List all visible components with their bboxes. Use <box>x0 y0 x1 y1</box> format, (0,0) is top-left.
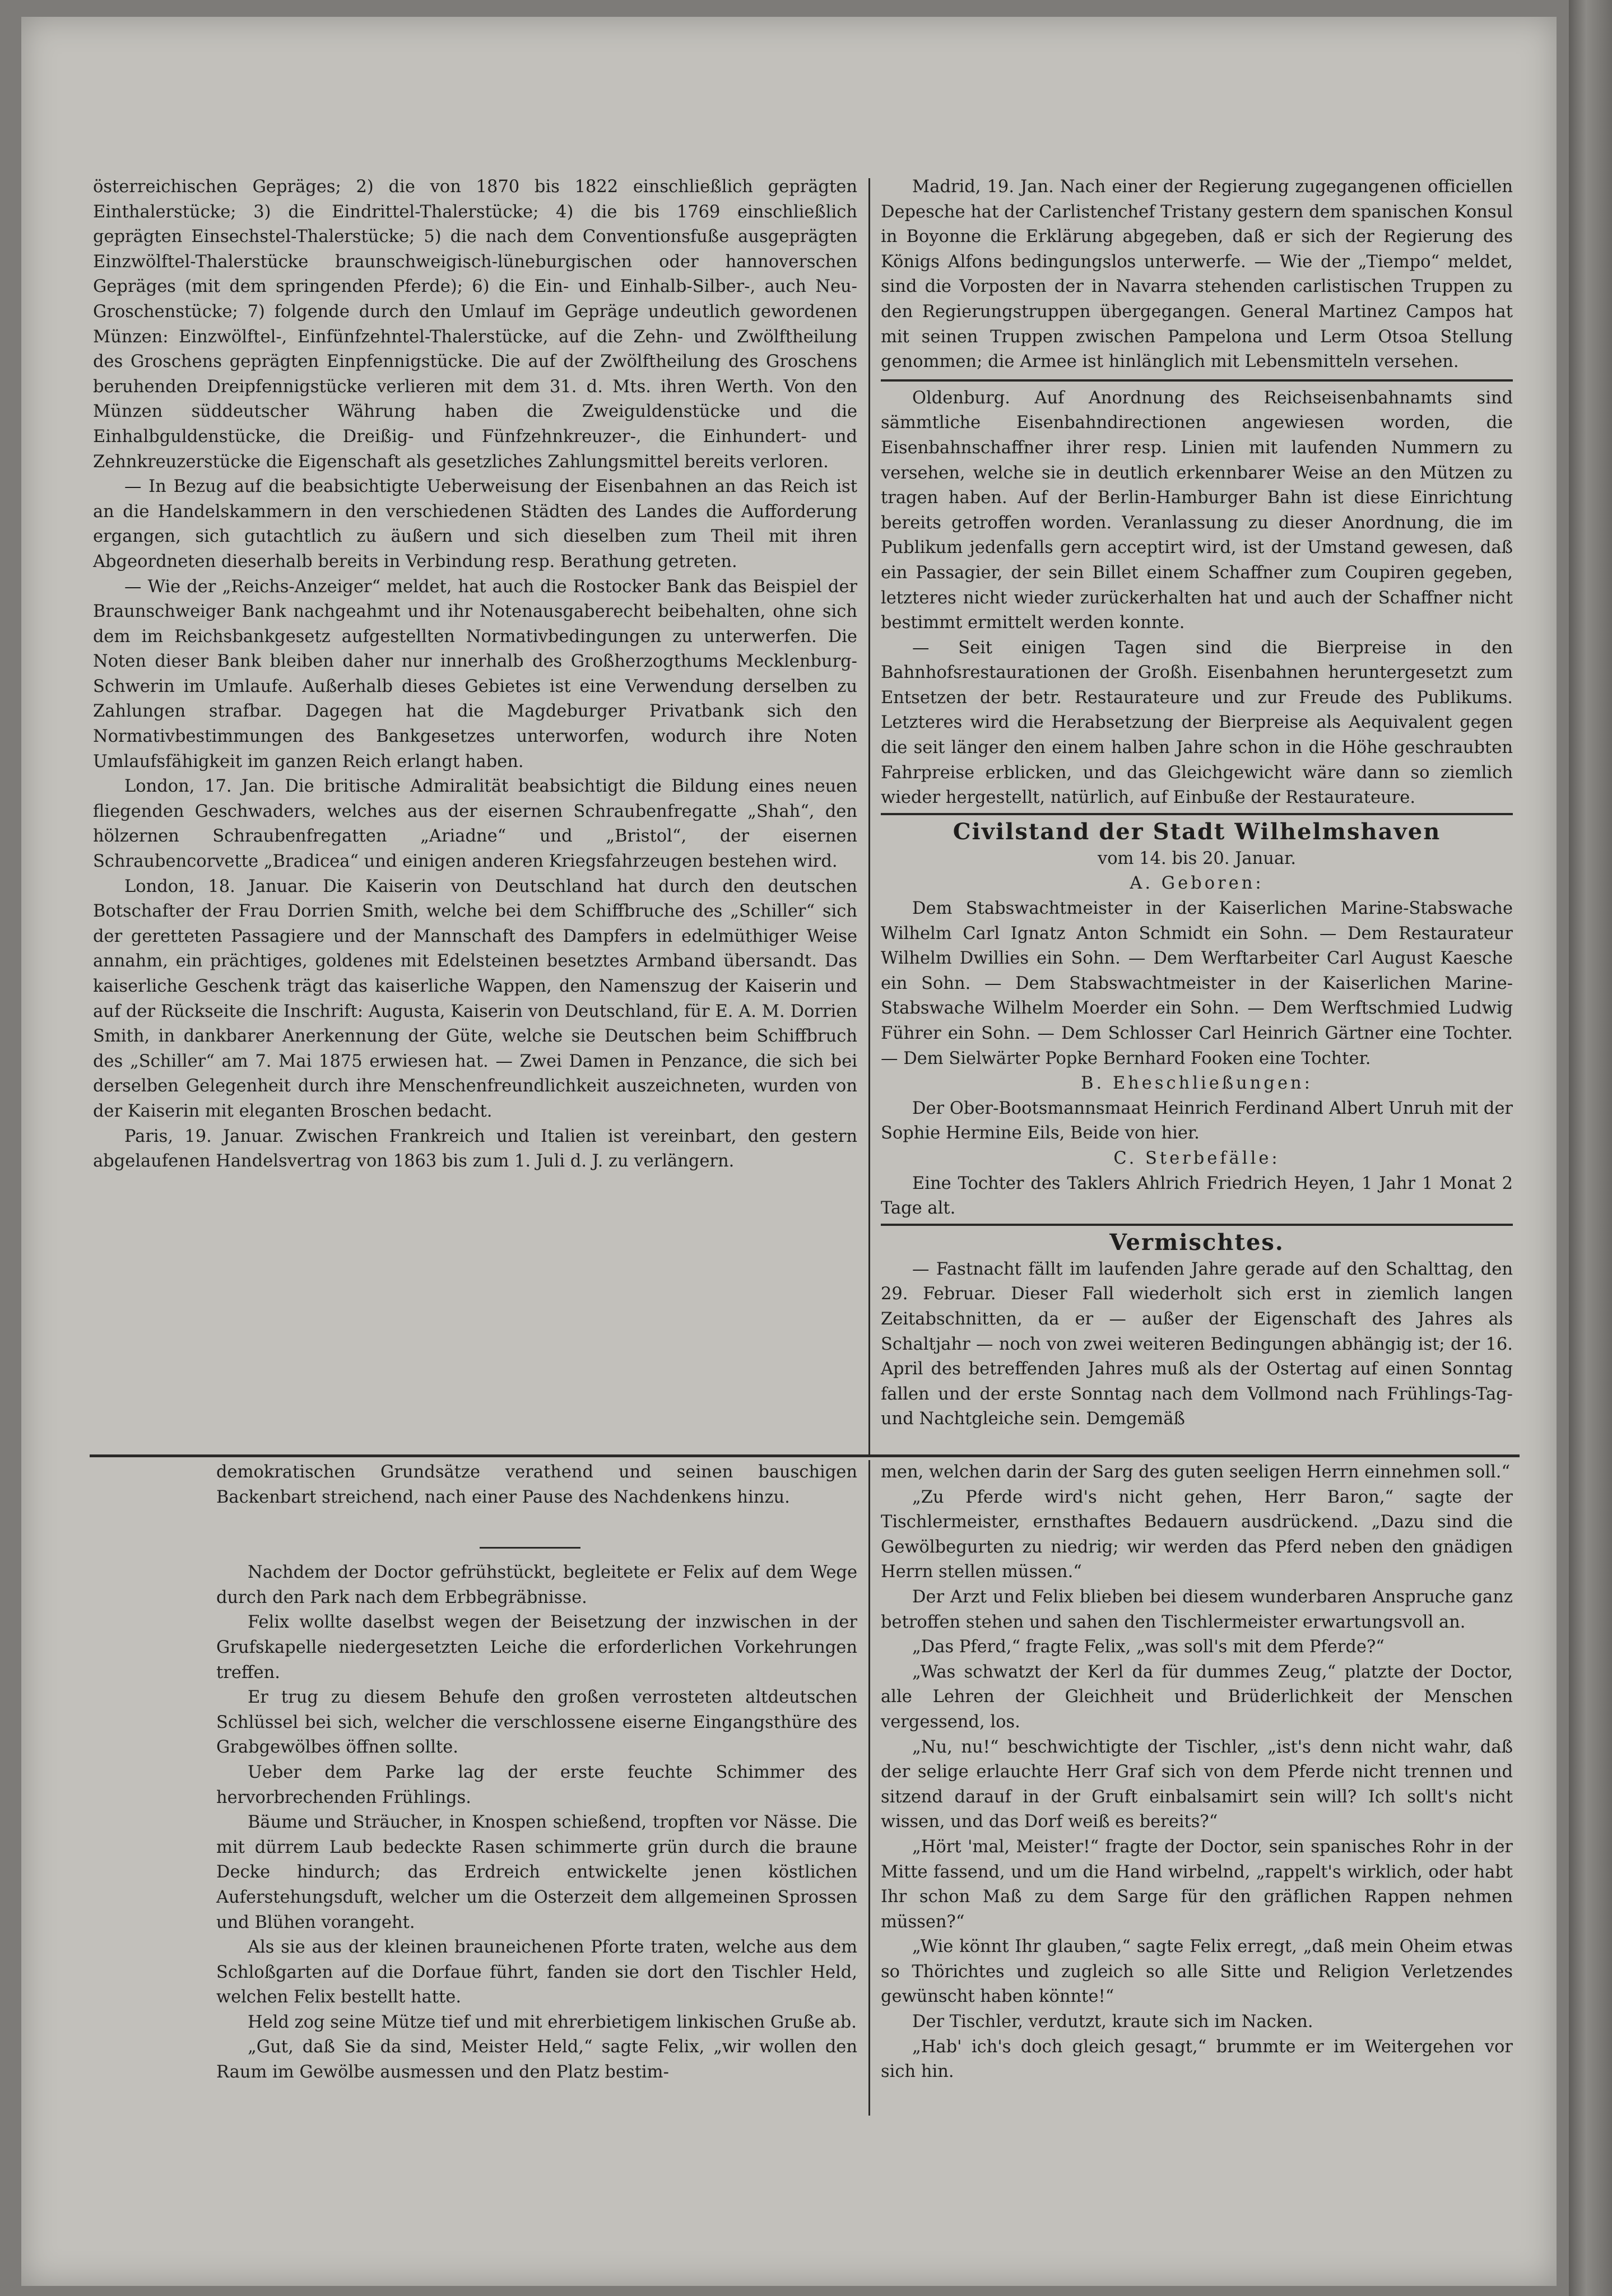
paragraph: London, 17. Jan. Die britische Admiralität beabsichtigt die Bildung eines neuen fliegenden Geschwaders, welches aus der eisernen Schraubenfregatte „Shah“, den hölzernen Schraubenfregatten „Ariadne“ und „Bristol“, der eisernen Schraubencorvette „Bradicea“ und einigen anderen Kriegsfahrzeugen bestehen wird. <box>93 777 857 872</box>
paragraph: „Wie könnt Ihr glauben,“ sagte Felix erregt, „daß mein Oheim etwas so Thörichtes und zugleich so alle Sitte und Religion Verletzendes gewünscht haben könnte!“ <box>881 1937 1513 2007</box>
paragraph: österreichischen Gepräges; 2) die von 1870 bis 1822 einschließlich geprägten Einthalerstücke; 3) die Eindrittel-Thalerstücke; 4) die bis 1769 einschließlich geprägten Einsechstel-Thalerstücke; 5) die nach dem Conventionsfuße ausgeprägten Einzwölftel-Thalerstücke braunschweigisch-lüneburgischen oder hannoverschen Gepräges (mit dem springenden Pferde); 6) die Ein- und Einhalb-Silber-, auch Neu-Groschenstücke; 7) folgende durch den Umlauf im Gepräge undeutlich gewordenen Münzen: Einzwölftel-, Einfünfzehntel-Thalerstücke, auf die Zehn- und Zwölftheilung des Groschens geprägten Einpfennigstücke. Die auf der Zwölftheilung des Groschens beruhenden Dreipfennigstücke verlieren mit dem 31. d. Mts. ihren Werth. Von den Münzen süddeutscher Währung haben die Zweiguldenstücke und die Einhalbguldenstücke, die Dreißig- und Fünfzehnkreuzer-, die Einhundert- und Zehnkreuzerstücke die Eigenschaft als gesetzliches Zahlungsmittel bereits verloren. <box>93 177 857 472</box>
short-divider <box>480 1547 580 1549</box>
paragraph: demokratischen Grundsätze verathend und seinen bauschigen Backenbart streichend, nach einer Pause des Nachdenkens hinzu. <box>216 1462 857 1507</box>
divider-space <box>216 1510 857 1560</box>
section-rule <box>881 813 1513 815</box>
born-list: Dem Stabswachtmeister in der Kaiserlichen Marine-Stabswache Wilhelm Carl Ignatz Anton Schmidt ein Sohn. — Dem Restaurateur Wilhelm Dwillies ein Sohn. — Dem Werftarbeiter Carl August Kaesche ein Sohn. — Dem Stabswachtmeister in der Kaiserlichen Marine-Stabswache Wilhelm Moerder ein Sohn. — Dem Werftschmied Ludwig Führer ein Sohn. — Dem Schlosser Carl Heinrich Gärtner eine Tochter. — Dem Sielwärter Popke Bernhard Fooken eine Tochter. <box>881 899 1513 1068</box>
section-rule <box>881 1224 1513 1226</box>
paragraph: „Was schwatzt der Kerl da für dummes Zeug,“ platzte der Doctor, alle Lehren der Gleichheit und Brüderlichkeit der Menschen vergessend, los. <box>881 1662 1513 1732</box>
section-rule <box>881 376 1513 382</box>
paragraph: „Zu Pferde wird's nicht gehen, Herr Baron,“ sagte der Tischlermeister, ernsthaftes Bedauern ausdrückend. „Dazu sind die Gewölbegurten zu niedrig; wir werden das Pferd neben den gnädigen Herrn stellen müssen.“ <box>881 1487 1513 1582</box>
paragraph: Held zog seine Mütze tief und mit ehrerbietigem linkischen Gruße ab. <box>248 2012 857 2032</box>
paragraph: „Hab' ich's doch gleich gesagt,“ brummte er im Weitergehen vor sich hin. <box>881 2037 1513 2082</box>
civilstand-title: Civilstand der Stadt Wilhelmshaven <box>953 818 1441 845</box>
feuilleton-rule <box>90 1454 1520 1457</box>
paragraph-madrid: Madrid, 19. Jan. Nach einer der Regierung zugegangenen officiellen Depesche hat der Carlistenchef Tristany gestern dem spanischen Konsul in Boyonne die Erklärung abgegeben, daß er sich der Regierung des Königs Alfons bedingungslos unterwerfe. — Wie der „Tiempo“ meldet, sind die Vorposten der in Navarra stehenden carlistischen Truppen zu den Regierungstruppen übergegangen. General Martinez Campos hat mit seinen Truppen zwischen Pampelona und Lerm Otsoa Stellung genommen; die Armee ist hinlänglich mit Lebensmitteln versehen. <box>881 177 1513 372</box>
paragraph: — In Bezug auf die beabsichtigte Ueberweisung der Eisenbahnen an das Reich ist an die Handelskammern in den verschiedenen Städten des Landes die Aufforderung ergangen, sich gutachtlich zu äußern und sich dieselben zum Theil mit ihren Abgeordneten dieserhalb bereits in Verbindung resp. Berathung getreten. <box>93 477 857 571</box>
paragraph: „Gut, daß Sie da sind, Meister Held,“ sagte Felix, „wir wollen den Raum im Gewölbe ausmessen und den Platz bestim- <box>216 2037 857 2083</box>
married-heading: B. Eheschließungen: <box>1081 1073 1313 1094</box>
paragraph: Der Tischler, verdutzt, kraute sich im Nacken. <box>912 2012 1313 2032</box>
paragraph: Er trug zu diesem Behufe den großen verrosteten altdeutschen Schlüssel bei sich, welcher die verschlossene eiserne Eingangsthüre des Grabgewölbes öffnen sollte. <box>216 1688 857 1758</box>
top-right-column <box>881 175 1513 1432</box>
paragraph-vermischtes: — Fastnacht fällt im laufenden Jahre gerade auf den Schalttag, den 29. Februar. Dieser Fall wiederholt sich erst in ziemlich langen Zeitabschnitten, da er — außer der Eigenschaft des Jahres als Schaltjahr — noch von zwei weiteren Bedingungen abhängig ist; der 16. April des betreffenden Jahres muß als der Ostertag auf einen Sonntag fallen und der erste Sonntag nach dem Vollmond nach Frühlings-Tag- und Nachtgleiche sein. Demgemäß <box>881 1259 1513 1429</box>
paragraph: Felix wollte daselbst wegen der Beisetzung der inzwischen in der Grufskapelle niedergesetzten Leiche die erforderlichen Vorkehrungen treffen. <box>216 1612 857 1683</box>
page-edge <box>1569 0 1612 2296</box>
paragraph: Paris, 19. Januar. Zwischen Frankreich und Italien ist vereinbart, den gestern abgelaufenen Handelsvertrag von 1863 bis zum 1. Juli d. J. zu verlängern. <box>93 1126 857 1172</box>
died-list: Eine Tochter des Taklers Ahlrich Friedrich Heyen, 1 Jahr 1 Monat 2 Tage alt. <box>881 1173 1513 1219</box>
bottom-right-column <box>881 1460 1513 2085</box>
died-heading: C. Sterbefälle: <box>1113 1148 1280 1168</box>
paragraph: — Seit einigen Tagen sind die Bierpreise in den Bahnhofsrestaurationen der Großh. Eisenbahnen heruntergesetzt zum Entsetzen der betr. Restaurateure und zur Freude des Publikums. Letzteres wird die Herabsetzung der Bierpreise als Aequivalent gegen die seit länger den einem halben Jahre schon in die Höhe geschraubten Fahrpreise erblicken, und das Gleichgewicht wäre dann so ziemlich wieder hergestellt, natürlich, auf Einbuße der Restaurateure. <box>881 638 1513 808</box>
paragraph-oldenburg: Oldenburg. Auf Anordnung des Reichseisenbahnamts sind sämmtliche Eisenbahndirectionen angewiesen worden, die Eisenbahnschaffner ihrer resp. Linien mit laufenden Nummern zu versehen, welche sie in deutlich erkennbarer Weise an den Mützen zu tragen haben. Auf der Berlin-Hamburger Bahn ist diese Einrichtung bereits getroffen worden. Veranlassung zu dieser Anordnung, die im Publikum jedenfalls gern acceptirt wird, ist der Umstand gewesen, daß ein Passagier, der sein Billet einem Schaffner zum Coupiren gegeben, letzteres nicht wieder zurückerhalten hat und auch der Schaffner nicht bestimmt ermittelt werden konnte. <box>881 388 1513 633</box>
born-heading: A. Geboren: <box>1130 873 1264 894</box>
paragraph: London, 18. Januar. Die Kaiserin von Deutschland hat durch den deutschen Botschafter der Frau Dorrien Smith, welche bei dem Schiffbruche des „Schiller“ sich der geretteten Passagiere und der Mannschaft des Dampfers in edelmüthiger Weise annahm, ein prächtiges, goldenes mit Edelsteinen besetztes Armband übersandt. Das kaiserliche Geschenk trägt das kaiserliche Wappen, den Namenszug der Kaiserin und auf der Rückseite die Inschrift: Augusta, Kaiserin von Deutschland, für E. A. M. Dorrien Smith, in dankbarer Anerkennung der Güte, welche sie Deutschen beim Schiffbruch des „Schiller“ am 7. Mai 1875 erwiesen hat. — Zwei Damen in Penzance, die sich bei derselben Gelegenheit durch ihre Menschenfreundlichkeit auszeichneten, wurden von der Kaiserin mit eleganten Broschen bedacht. <box>93 876 857 1121</box>
paragraph: „Nu, nu!“ beschwichtigte der Tischler, „ist's denn nicht wahr, daß der selige erlauchte Herr Graf sich von dem Pferde nicht trennen und sitzend darauf in der Gruft einbalsamirt sein will? Ich sollt's nicht wissen, und das Dorf weiß es bereits?“ <box>881 1737 1513 1832</box>
paragraph: Der Arzt und Felix blieben bei diesem wunderbaren Anspruche ganz betroffen stehen und sahen den Tischlermeister erwartungsvoll an. <box>881 1587 1513 1632</box>
civilstand-dates: vom 14. bis 20. Januar. <box>1097 848 1297 868</box>
bottom-left-column <box>216 1460 857 2085</box>
paragraph: Ueber dem Parke lag der erste feuchte Schimmer des hervorbrechenden Frühlings. <box>216 1762 857 1807</box>
top-left-column <box>93 175 857 1174</box>
paragraph: men, welchen darin der Sarg des guten seeligen Herrn einnehmen soll.“ <box>881 1462 1511 1482</box>
vermischtes-title: Vermischtes. <box>1109 1229 1284 1256</box>
paragraph: Als sie aus der kleinen brauneichenen Pforte traten, welche aus dem Schloßgarten auf die Dorfaue führt, fanden sie dort den Tischler Held, welchen Felix bestellt hatte. <box>216 1937 857 2007</box>
married-list: Der Ober-Bootsmannsmaat Heinrich Ferdinand Albert Unruh mit der Sophie Hermine Eils, Beide von hier. <box>881 1098 1513 1144</box>
paragraph: — Wie der „Reichs-Anzeiger“ meldet, hat auch die Rostocker Bank das Beispiel der Braunschweiger Bank nachgeahmt und ihr Notenausgaberecht beibehalten, ohne sich dem im Reichsbankgesetz aufgestellten Normativbedingungen zu unterwerfen. Die Noten dieser Bank bleiben daher nur innerhalb des Großherzogthums Mecklenburg-Schwerin im Umlaufe. Außerhalb dieses Gebietes ist eine Verwendung derselben zu Zahlungen strafbar. Dagegen hat die Magdeburger Privatbank sich den Normativbestimmungen des Bankgesetzes unterworfen, wodurch ihre Noten Umlaufsfähigkeit im ganzen Reich erlangt haben. <box>93 577 857 771</box>
column-rule <box>868 178 870 1454</box>
column-rule <box>868 1460 870 2116</box>
paragraph: Nachdem der Doctor gefrühstückt, begleitete er Felix auf dem Wege durch den Park nach dem Erbbegräbnisse. <box>216 1563 857 1607</box>
paragraph: „Das Pferd,“ fragte Felix, „was soll's mit dem Pferde?“ <box>912 1637 1385 1657</box>
paragraph: Bäume und Sträucher, in Knospen schießend, tropften vor Nässe. Die mit dürrem Laub bedeckte Rasen schimmerte grün durch die braune Decke hindurch; das Erdreich entwickelte jenen köstlichen Auferstehungsduft, welcher um die Osterzeit dem allgemeinen Sprossen und Blühen vorangeht. <box>216 1812 857 1932</box>
paragraph: „Hört 'mal, Meister!“ fragte der Doctor, sein spanisches Rohr in der Mitte fassend, und um die Hand wirbelnd, „rappelt's wirklich, oder habt Ihr schon Maß zu dem Sarge für den gräflichen Rappen nehmen müssen?“ <box>881 1837 1513 1932</box>
